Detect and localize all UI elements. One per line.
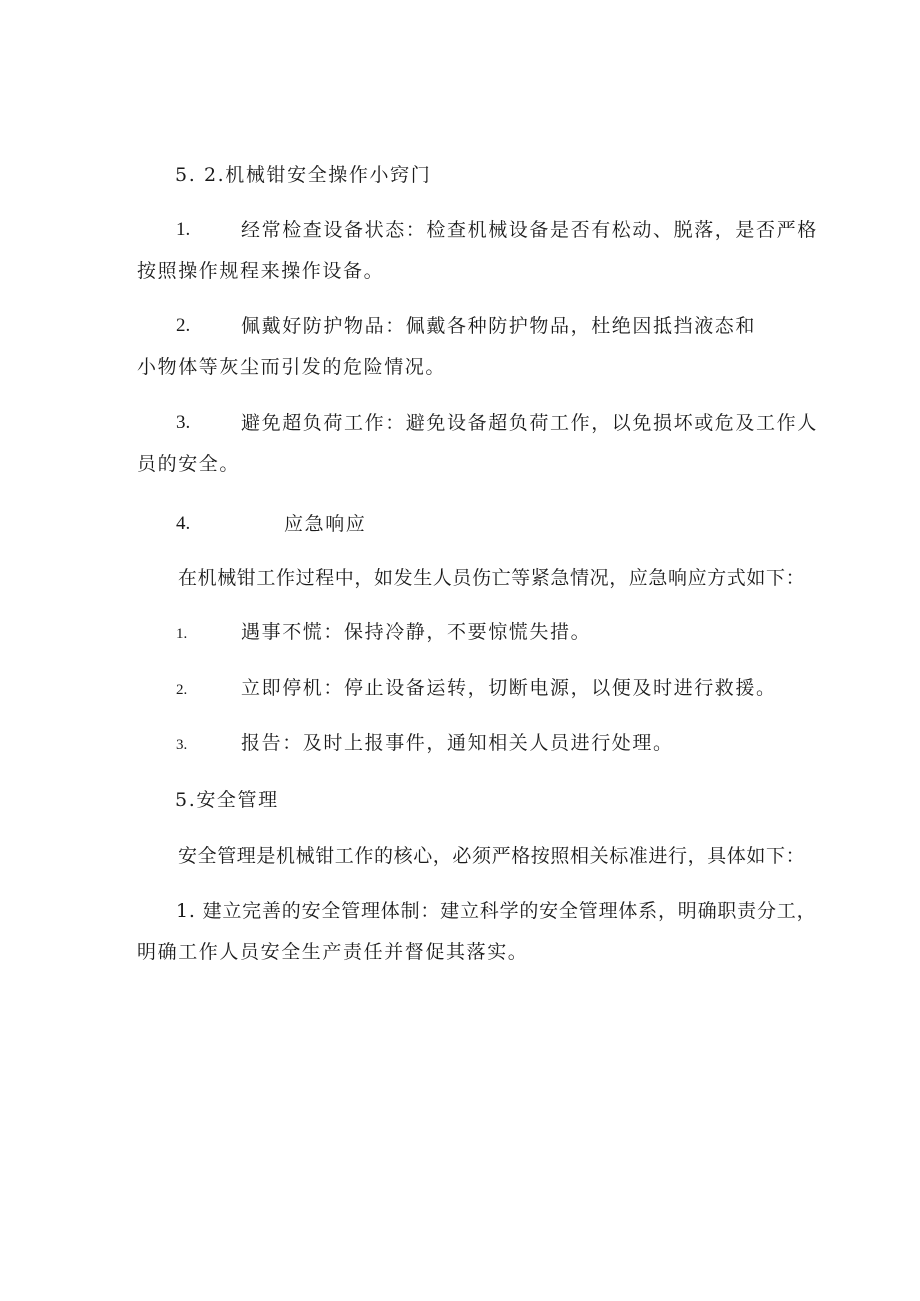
management-item-continued: 明确工作人员安全生产责任并督促其落实。 — [137, 941, 529, 963]
step-number: 3. — [176, 737, 188, 753]
tip-text-continued: 员的安全。 — [137, 453, 241, 475]
tip-text: 佩戴好防护物品：佩戴各种防护物品，杜绝因抵挡液态和 — [241, 315, 757, 337]
tip-number: 3. — [176, 412, 191, 433]
management-intro: 安全管理是机械钳工作的核心，必须严格按照相关标准进行，具体如下： — [178, 845, 806, 867]
emergency-intro: 在机械钳工作过程中，如发生人员伤亡等紧急情况，应急响应方式如下： — [178, 567, 806, 589]
section-number: 4. — [176, 513, 191, 534]
step-number: 2. — [176, 682, 188, 698]
tip-text-continued: 小物体等灰尘而引发的危险情况。 — [137, 356, 447, 378]
management-item: 1. 建立完善的安全管理体制：建立科学的安全管理体系，明确职责分工， — [176, 900, 817, 922]
step-text: 立即停机：停止设备运转，切断电源，以便及时进行救援。 — [241, 677, 777, 699]
section-heading: 5.安全管理 — [175, 789, 279, 811]
step-text: 遇事不慌：保持冷静，不要惊慌失措。 — [241, 621, 592, 643]
tip-text: 经常检查设备状态：检查机械设备是否有松动、脱落，是否严格 — [241, 219, 818, 241]
tip-text: 避免超负荷工作：避免设备超负荷工作，以免损坏或危及工作人 — [241, 412, 818, 434]
section-title: 应急响应 — [284, 513, 367, 535]
tip-number: 2. — [176, 315, 191, 336]
step-text: 报告：及时上报事件，通知相关人员进行处理。 — [241, 732, 674, 754]
tip-number: 1. — [176, 219, 191, 240]
tip-text-continued: 按照操作规程来操作设备。 — [137, 260, 385, 282]
step-number: 1. — [176, 626, 188, 642]
section-heading: 5. 2.机械钳安全操作小窍门 — [175, 164, 432, 186]
